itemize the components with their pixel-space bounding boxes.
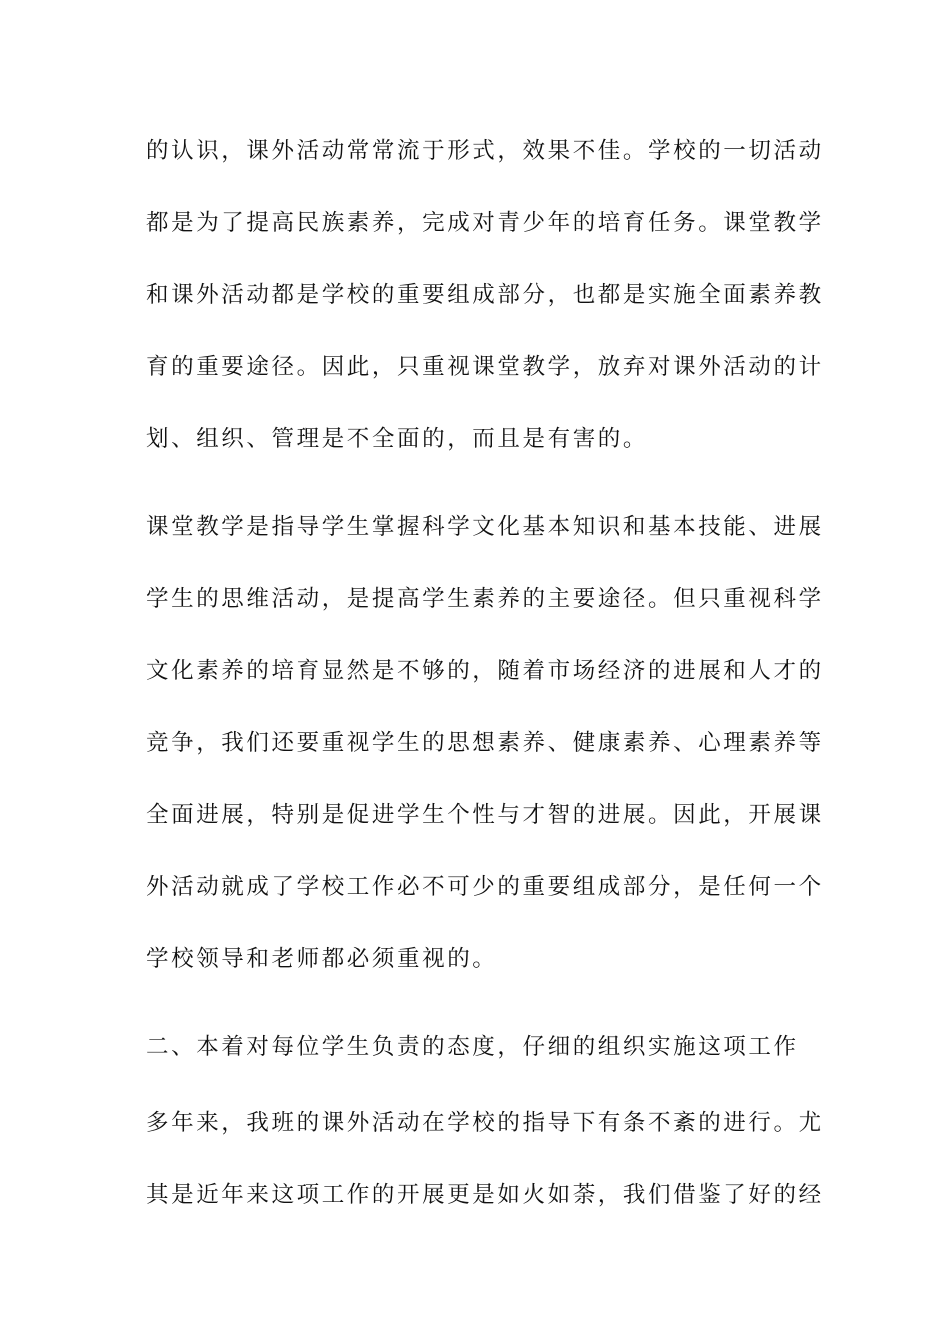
text-line: 划、组织、管理是不全面的，而且是有害的。	[146, 426, 649, 452]
text-line: 竞争，我们还要重视学生的思想素养、健康素养、心理素养等	[146, 730, 824, 756]
text-line: 外活动就成了学校工作必不可少的重要组成部分，是任何一个	[146, 874, 824, 900]
text-line: 其是近年来这项工作的开展更是如火如荼，我们借鉴了好的经	[146, 1182, 824, 1208]
section-heading: 二、本着对每位学生负责的态度，仔细的组织实施这项工作	[146, 1034, 799, 1060]
text-line: 多年来，我班的课外活动在学校的指导下有条不紊的进行。尤	[146, 1110, 824, 1136]
text-line: 学校领导和老师都必须重视的。	[146, 946, 498, 972]
text-line: 和课外活动都是学校的重要组成部分，也都是实施全面素养教	[146, 282, 824, 308]
text-line: 的认识，课外活动常常流于形式，效果不佳。学校的一切活动	[146, 138, 824, 164]
text-line: 学生的思维活动，是提高学生素养的主要途径。但只重视科学	[146, 586, 824, 612]
text-line: 课堂教学是指导学生掌握科学文化基本知识和基本技能、进展	[146, 514, 824, 540]
text-line: 全面进展，特别是促进学生个性与才智的进展。因此，开展课	[146, 802, 824, 828]
text-line: 育的重要途径。因此，只重视课堂教学，放弃对课外活动的计	[146, 354, 824, 380]
text-line: 都是为了提高民族素养，完成对青少年的培育任务。课堂教学	[146, 210, 824, 236]
text-line: 文化素养的培育显然是不够的，随着市场经济的进展和人才的	[146, 658, 824, 684]
